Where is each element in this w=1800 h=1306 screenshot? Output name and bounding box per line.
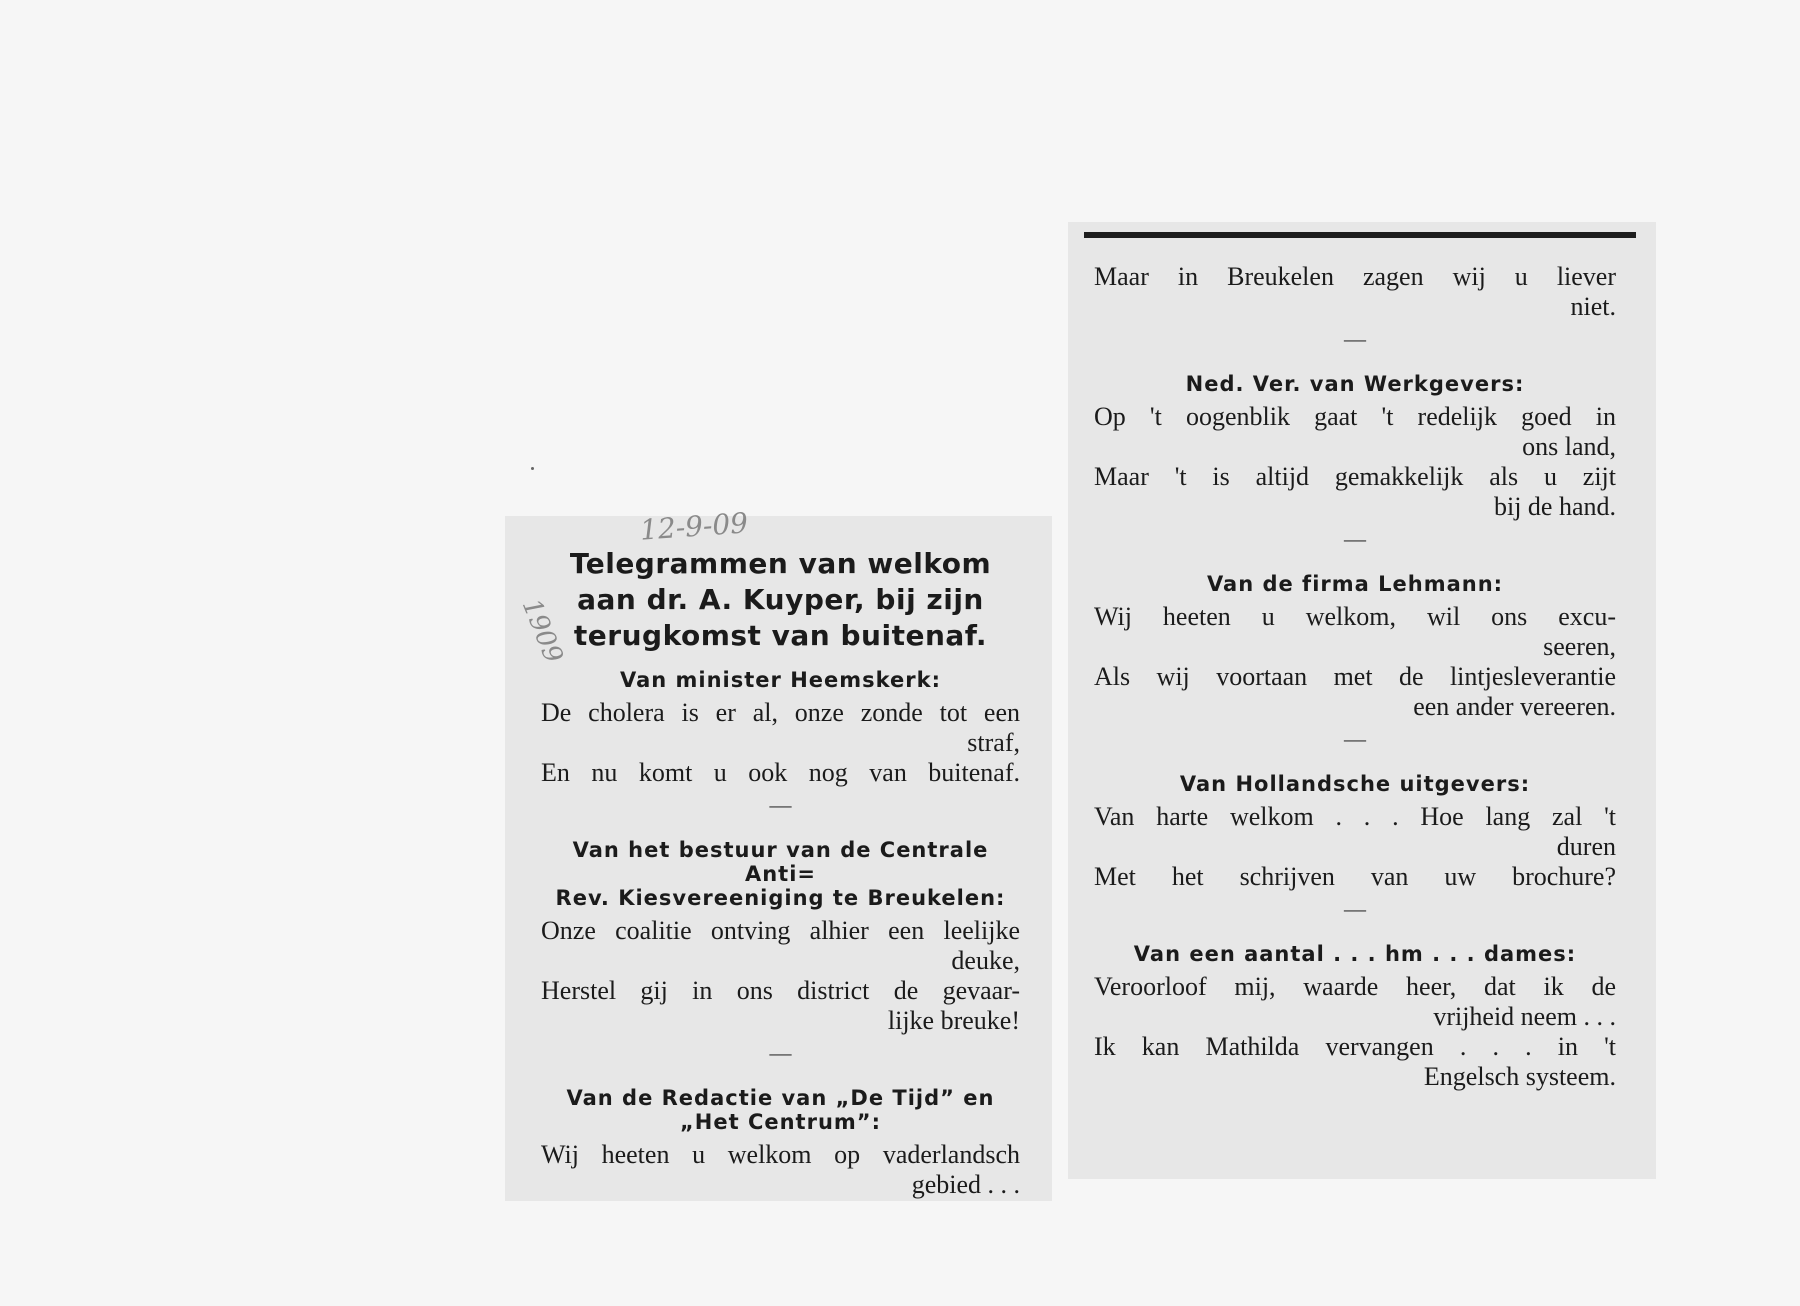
verse-line: Engelsch systeem. bbox=[1423, 1062, 1616, 1091]
verse-line: ons land, bbox=[1522, 432, 1616, 461]
heading-line: Van de Redactie van „De Tijd” en bbox=[566, 1086, 995, 1110]
verse bbox=[1094, 802, 1616, 892]
section-heading: Van Hollandsche uitgevers: bbox=[1179, 772, 1531, 796]
verse-line: een ander vereeren. bbox=[1413, 692, 1616, 721]
section-divider: — bbox=[1344, 326, 1366, 351]
verse-line: Op 't oogenblik gaat 't redelijk goed in bbox=[1094, 402, 1616, 431]
verse-line: straf, bbox=[967, 728, 1020, 757]
verse-line: seeren, bbox=[1543, 632, 1616, 661]
verse-line: En nu komt u ook nog van buitenaf. bbox=[541, 758, 1020, 787]
verse-line: niet. bbox=[1570, 292, 1616, 321]
handwritten-date: 12-9-09 bbox=[638, 506, 750, 547]
verse bbox=[1094, 402, 1616, 522]
verse bbox=[1094, 972, 1616, 1092]
section-heading: Van een aantal . . . hm . . . dames: bbox=[1133, 942, 1577, 966]
section-heading bbox=[541, 838, 1020, 910]
heading-line: Rev. Kiesvereeniging te Breukelen: bbox=[555, 886, 1006, 910]
verse bbox=[1094, 262, 1616, 322]
verse-line: lijke breuke! bbox=[887, 1006, 1020, 1035]
section-divider: — bbox=[769, 792, 792, 817]
verse-line: Wij heeten u welkom op vaderlandsch bbox=[541, 1140, 1020, 1169]
title-line: Telegrammen van welkom bbox=[569, 547, 992, 580]
clipping-left bbox=[505, 506, 1052, 1201]
verse-line: Maar in Breukelen zagen wij u liever bbox=[1094, 262, 1616, 291]
heading-line: Van het bestuur van de Centrale Anti= bbox=[572, 838, 989, 886]
section-divider: — bbox=[1344, 726, 1366, 751]
verse-line: Ik kan Mathilda vervangen . . . in 't bbox=[1094, 1032, 1616, 1061]
verse-line: duren bbox=[1556, 832, 1616, 861]
verse bbox=[541, 916, 1020, 1036]
article-title bbox=[541, 546, 1020, 654]
verse-line: Als wij voortaan met de lintjesleverantie bbox=[1094, 662, 1616, 691]
verse-line: De cholera is er al, onze zonde tot een bbox=[541, 698, 1020, 727]
dust-speck bbox=[531, 467, 534, 470]
verse-line: Maar 't is altijd gemakkelijk als u zijt bbox=[1094, 462, 1616, 491]
verse-line: Wij heeten u welkom, wil ons excu- bbox=[1094, 602, 1616, 631]
top-rule bbox=[1084, 232, 1636, 238]
section-heading: Van de firma Lehmann: bbox=[1206, 572, 1504, 596]
section-divider: — bbox=[1344, 896, 1366, 921]
section-divider: — bbox=[769, 1040, 792, 1065]
verse-line: bij de hand. bbox=[1493, 492, 1616, 521]
verse-line: Herstel gij in ons district de gevaar- bbox=[541, 976, 1020, 1005]
section-heading: Ned. Ver. van Werkgevers: bbox=[1185, 372, 1525, 396]
verse-line: Van harte welkom . . . Hoe lang zal 't bbox=[1094, 802, 1616, 831]
verse-line: vrijheid neem . . . bbox=[1433, 1002, 1616, 1031]
title-line: aan dr. A. Kuyper, bij zijn bbox=[577, 583, 984, 616]
section-heading: Van minister Heemskerk: bbox=[619, 668, 942, 692]
verse-line: gebied . . . bbox=[911, 1170, 1020, 1199]
verse bbox=[1094, 602, 1616, 722]
heading-line: „Het Centrum”: bbox=[679, 1110, 881, 1134]
verse-line: deuke, bbox=[951, 946, 1020, 975]
handwritten-year: 1909 bbox=[515, 594, 569, 668]
verse bbox=[541, 698, 1020, 788]
section-heading bbox=[541, 1086, 1020, 1134]
verse-line: Met het schrijven van uw brochure? bbox=[1094, 862, 1616, 891]
section-divider: — bbox=[1344, 526, 1366, 551]
verse-line: Veroorloof mij, waarde heer, dat ik de bbox=[1094, 972, 1616, 1001]
clipping-right bbox=[1068, 222, 1656, 1179]
title-line: terugkomst van buitenaf. bbox=[573, 619, 988, 652]
verse bbox=[541, 1140, 1020, 1200]
verse-line: Onze coalitie ontving alhier een leelijke bbox=[541, 916, 1020, 945]
